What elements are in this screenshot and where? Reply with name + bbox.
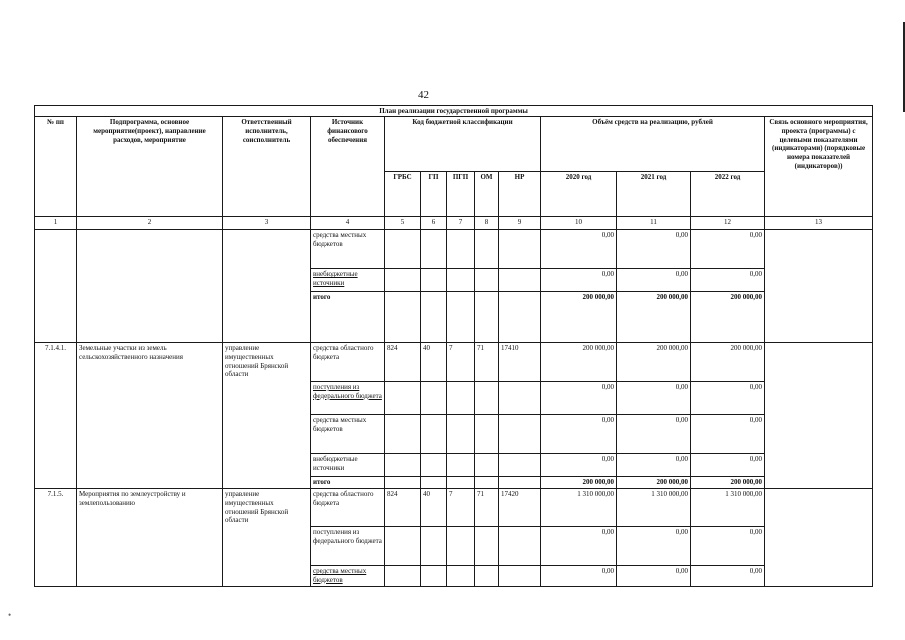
page-number: 42 xyxy=(418,89,429,101)
value-2022: 0,00 xyxy=(691,566,765,587)
source-cell: внебюджетные источники xyxy=(311,269,385,292)
source-cell: поступления из федерального бюджета xyxy=(311,382,385,415)
row-name-cell: Земельные участки из земель сельскохозяйственного назначения xyxy=(77,343,223,489)
value-2022: 0,00 xyxy=(691,415,765,454)
source-cell: итого xyxy=(311,477,385,489)
pgp-cell: 7 xyxy=(447,343,475,382)
col-number: 13 xyxy=(765,217,873,230)
value-2021: 0,00 xyxy=(617,382,691,415)
table-row xyxy=(35,343,873,382)
row-num-cell xyxy=(35,230,77,343)
nr-cell: 17420 xyxy=(499,489,541,527)
header-pgp: ПГП xyxy=(447,172,475,217)
row-name-cell xyxy=(77,230,223,343)
source-cell: средства областного бюджета xyxy=(311,343,385,382)
header-2022: 2022 год xyxy=(691,172,765,217)
header-om: ОМ xyxy=(475,172,499,217)
header-num: № пп xyxy=(35,117,77,217)
scan-mark: • xyxy=(8,610,12,620)
header-volume: Объём средств на реализацию, рублей xyxy=(541,117,765,172)
source-cell: средства областного бюджета xyxy=(311,489,385,527)
col-number: 3 xyxy=(223,217,311,230)
value-2020: 200 000,00 xyxy=(541,343,617,382)
row-num-cell: 7.1.5. xyxy=(35,489,77,587)
row-executor-cell xyxy=(223,230,311,343)
row-executor-cell: управление имущественных отношений Брянской области xyxy=(223,343,311,489)
value-2021: 200 000,00 xyxy=(617,343,691,382)
header-row xyxy=(35,117,873,172)
value-2020: 0,00 xyxy=(541,230,617,269)
value-2020: 0,00 xyxy=(541,415,617,454)
value-2021: 0,00 xyxy=(617,230,691,269)
om-cell: 71 xyxy=(475,489,499,527)
total-2022: 200 000,00 xyxy=(691,477,765,489)
total-2020: 200 000,00 xyxy=(541,477,617,489)
link-cell xyxy=(765,343,873,489)
total-2022: 200 000,00 xyxy=(691,292,765,343)
value-2020: 0,00 xyxy=(541,269,617,292)
table-row xyxy=(35,489,873,527)
value-2021: 0,00 xyxy=(617,454,691,477)
row-num-cell: 7.1.4.1. xyxy=(35,343,77,489)
col-number: 9 xyxy=(499,217,541,230)
value-2021: 0,00 xyxy=(617,566,691,587)
value-2022: 0,00 xyxy=(691,269,765,292)
om-cell: 71 xyxy=(475,343,499,382)
value-2020: 0,00 xyxy=(541,566,617,587)
grbs-cell: 824 xyxy=(385,489,421,527)
header-gp: ГП xyxy=(421,172,447,217)
value-2020: 1 310 000,00 xyxy=(541,489,617,527)
nr-cell: 17410 xyxy=(499,343,541,382)
col-number: 11 xyxy=(617,217,691,230)
value-2020: 0,00 xyxy=(541,382,617,415)
value-2021: 0,00 xyxy=(617,527,691,566)
value-2021: 0,00 xyxy=(617,415,691,454)
table-banner: План реализации государственной программы xyxy=(35,106,873,117)
header-budget-code: Код бюджетной классификации xyxy=(385,117,541,172)
source-cell: средства местных бюджетов xyxy=(311,415,385,454)
header-2020: 2020 год xyxy=(541,172,617,217)
value-2021: 0,00 xyxy=(617,269,691,292)
header-grbs: ГРБС xyxy=(385,172,421,217)
column-number-row xyxy=(35,217,873,230)
value-2022: 0,00 xyxy=(691,382,765,415)
header-link: Связь основного мероприятия, проекта (программы) с целевыми показателями (индикаторами) (порядковые номера показателей (индикаторов)) xyxy=(765,117,873,217)
banner-row xyxy=(35,106,873,117)
value-2022: 200 000,00 xyxy=(691,343,765,382)
total-2021: 200 000,00 xyxy=(617,292,691,343)
col-number: 1 xyxy=(35,217,77,230)
gp-cell: 40 xyxy=(421,489,447,527)
gp-cell: 40 xyxy=(421,343,447,382)
source-cell: средства местных бюджетов xyxy=(311,566,385,587)
link-cell xyxy=(765,230,873,343)
value-2022: 0,00 xyxy=(691,527,765,566)
source-cell: итого xyxy=(311,292,385,343)
pgp-cell: 7 xyxy=(447,489,475,527)
total-2021: 200 000,00 xyxy=(617,477,691,489)
col-number: 10 xyxy=(541,217,617,230)
col-number: 5 xyxy=(385,217,421,230)
value-2022: 0,00 xyxy=(691,454,765,477)
col-number: 7 xyxy=(447,217,475,230)
header-2021: 2021 год xyxy=(617,172,691,217)
table-row xyxy=(35,230,873,269)
col-number: 4 xyxy=(311,217,385,230)
total-2020: 200 000,00 xyxy=(541,292,617,343)
value-2020: 0,00 xyxy=(541,527,617,566)
col-number: 6 xyxy=(421,217,447,230)
header-source: Источник финансового обеспечения xyxy=(311,117,385,217)
source-cell: внебюджетные источники xyxy=(311,454,385,477)
header-subprogram: Подпрограмма, основное мероприятие(проект), направление расходов, мероприятие xyxy=(77,117,223,217)
header-executor: Ответственный исполнитель, соисполнитель xyxy=(223,117,311,217)
col-number: 8 xyxy=(475,217,499,230)
value-2022: 0,00 xyxy=(691,230,765,269)
program-plan-table xyxy=(34,105,873,587)
row-name-cell: Мероприятия по землеустройству и землепользованию xyxy=(77,489,223,587)
value-2020: 0,00 xyxy=(541,454,617,477)
row-executor-cell: управление имущественных отношений Брянской области xyxy=(223,489,311,587)
col-number: 2 xyxy=(77,217,223,230)
source-cell: средства местных бюджетов xyxy=(311,230,385,269)
source-cell: поступления из федерального бюджета xyxy=(311,527,385,566)
header-nr: НР xyxy=(499,172,541,217)
link-cell xyxy=(765,489,873,587)
value-2022: 1 310 000,00 xyxy=(691,489,765,527)
grbs-cell: 824 xyxy=(385,343,421,382)
value-2021: 1 310 000,00 xyxy=(617,489,691,527)
col-number: 12 xyxy=(691,217,765,230)
